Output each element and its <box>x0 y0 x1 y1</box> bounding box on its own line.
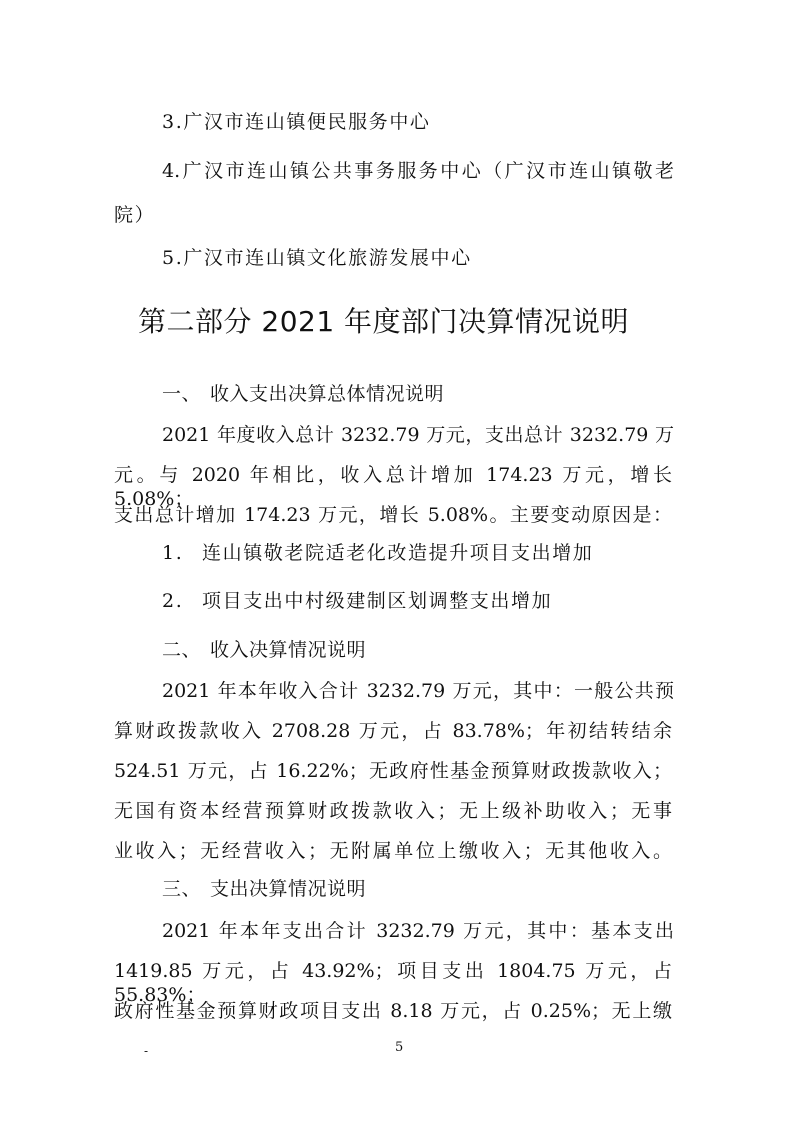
reason-item-2 <box>162 589 552 613</box>
income-paragraph-line: 业收入；无经营收入；无附属单位上缴收入；无其他收入。 <box>114 840 672 862</box>
income-paragraph-line: 无国有资本经营预算财政拨款收入；无上级补助收入；无事 <box>114 800 672 822</box>
section-title: 第二部分 2021 年度部门决算情况说明 <box>138 305 630 338</box>
income-paragraph-line: 524.51 万元，占 16.22%；无政府性基金预算财政拨款收入； <box>114 760 672 782</box>
overview-paragraph-line: 元。与 2020 年相比，收入总计增加 174.23 万元，增长 5.08%； <box>114 464 672 510</box>
unit-item-4-line-1: 4.广汉市连山镇公共事务服务中心（广汉市连山镇敬老 <box>162 160 674 182</box>
income-paragraph-line: 2021 年本年收入合计 3232.79 万元，其中：一般公共预 <box>162 680 674 702</box>
income-heading-number: 二、 <box>162 639 202 661</box>
overview-paragraph-line: 支出总计增加 174.23 万元，增长 5.08%。主要变动原因是： <box>114 504 672 526</box>
expense-heading-number: 三、 <box>162 878 202 900</box>
footer-dash: - <box>144 1044 149 1058</box>
income-heading-text: 收入决算情况说明 <box>210 639 367 661</box>
reason-number: 2. <box>162 590 184 612</box>
expense-heading-text: 支出决算情况说明 <box>210 878 367 900</box>
overview-heading-number: 一、 <box>162 383 202 405</box>
income-heading <box>162 638 366 662</box>
page-number: 5 <box>395 1040 404 1055</box>
expense-heading <box>162 877 366 901</box>
overview-heading-text: 收入支出决算总体情况说明 <box>210 383 445 405</box>
unit-item-4-line-2: 院） <box>114 204 156 226</box>
unit-item-5: 5.广汉市连山镇文化旅游发展中心 <box>162 247 472 269</box>
expense-paragraph-line: 政府性基金预算财政项目支出 8.18 万元，占 0.25%；无上缴 <box>114 1000 672 1022</box>
expense-paragraph-line: 2021 年本年支出合计 3232.79 万元，其中：基本支出 <box>162 920 674 942</box>
reason-number: 1. <box>162 542 184 564</box>
overview-paragraph-line: 2021 年度收入总计 3232.79 万元，支出总计 3232.79 万 <box>162 424 674 446</box>
reason-item-1 <box>162 541 593 565</box>
expense-paragraph-line: 1419.85 万元，占 43.92%；项目支出 1804.75 万元，占 55.83%； <box>114 960 672 1006</box>
overview-heading <box>162 382 444 406</box>
income-paragraph-line: 算财政拨款收入 2708.28 万元，占 83.78%；年初结转结余 <box>114 720 672 742</box>
unit-item-3: 3.广汉市连山镇便民服务中心 <box>162 111 431 133</box>
reason-text: 连山镇敬老院适老化改造提升项目支出增加 <box>202 542 594 564</box>
reason-text: 项目支出中村级建制区划调整支出增加 <box>202 590 553 612</box>
